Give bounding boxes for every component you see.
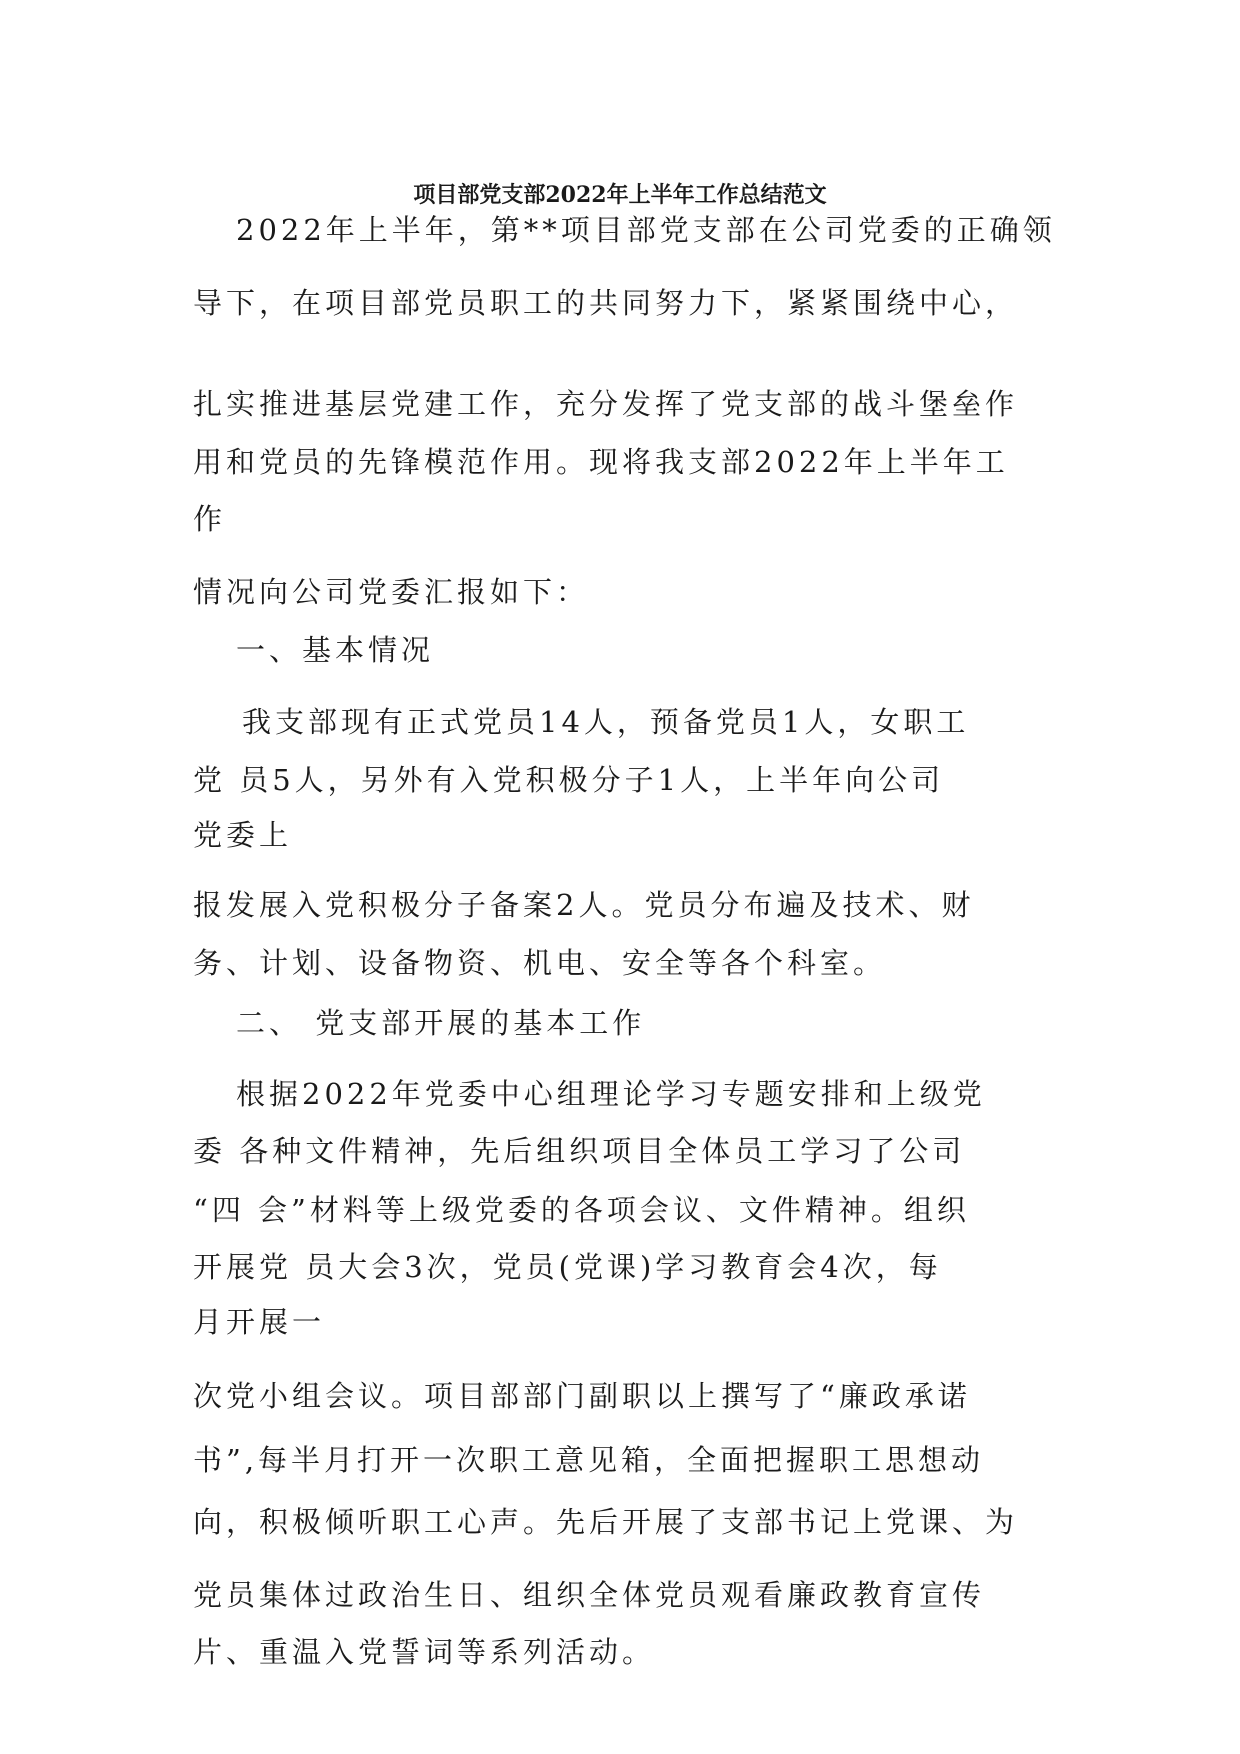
document-title: 项目部党支部2022年上半年工作总结范文	[413, 182, 827, 208]
body-line: 情况向公司党委汇报如下：	[193, 575, 590, 609]
body-line: 用和党员的先锋模范作用。现将我支部2022年上半年工	[193, 445, 1009, 479]
body-line: 我支部现有正式党员14人，预备党员1人，女职工	[242, 705, 970, 739]
body-line: 委 各种文件精神，先后组织项目全体员工学习了公司	[193, 1134, 966, 1168]
body-line: 扎实推进基层党建工作，充分发挥了党支部的战斗堡垒作	[193, 387, 1019, 421]
body-line: 根据2022年党委中心组理论学习专题安排和上级党	[236, 1077, 986, 1111]
section-heading: 一、基本情况	[236, 633, 435, 667]
body-line: 报发展入党积极分子备案2人。党员分布遍及技术、财	[193, 888, 975, 922]
body-line: 务、计划、设备物资、机电、安全等各个科室。	[193, 946, 887, 980]
body-line: 书”,每半月打开一次职工意见箱，全面把握职工思想动	[193, 1443, 985, 1477]
body-line: 开展党 员大会3次，党员(党课)学习教育会4次，每	[193, 1250, 942, 1284]
body-line: 次党小组会议。项目部部门副职以上撰写了“廉政承诺	[193, 1379, 971, 1413]
body-line: 导下，在项目部党员职工的共同努力下，紧紧围绕中心，	[193, 286, 1019, 320]
body-line: 月开展一	[193, 1305, 326, 1339]
body-line: 2022年上半年，第**项目部党支部在公司党委的正确领	[236, 213, 1056, 247]
body-line: 党委上	[193, 818, 293, 852]
body-line: 作	[193, 502, 227, 536]
body-line: 党 员5人，另外有入党积极分子1人，上半年向公司	[193, 763, 945, 797]
body-line: “四 会”材料等上级党委的各项会议、文件精神。组织	[193, 1193, 970, 1227]
body-line: 向，积极倾听职工心声。先后开展了支部书记上党课、为	[193, 1505, 1019, 1539]
body-line: 党员集体过政治生日、组织全体党员观看廉政教育宣传	[193, 1578, 986, 1612]
body-line: 片、重温入党誓词等系列活动。	[193, 1635, 656, 1669]
section-heading: 二、 党支部开展的基本工作	[236, 1006, 646, 1040]
